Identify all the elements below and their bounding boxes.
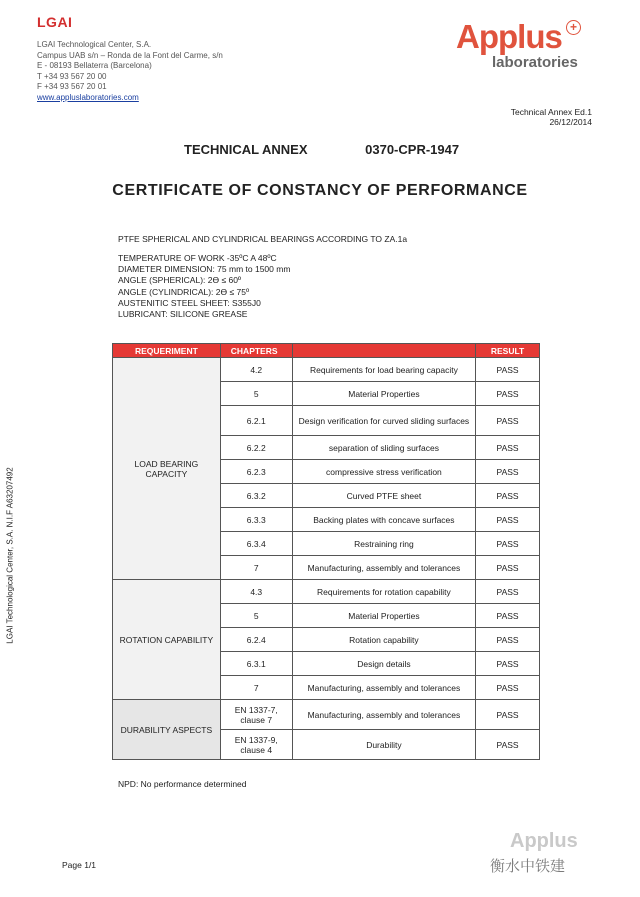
header-description — [292, 344, 475, 358]
page-number: Page 1/1 — [62, 860, 97, 870]
description-cell: Restraining ring — [292, 532, 475, 556]
description-cell: Manufacturing, assembly and tolerances — [292, 556, 475, 580]
chapter-cell: 6.2.4 — [220, 628, 292, 652]
description-cell: compressive stress verification — [292, 460, 475, 484]
chapter-cell: 6.2.1 — [220, 406, 292, 436]
annex-reference — [511, 107, 592, 127]
table-row — [113, 358, 540, 382]
address-line: T +34 93 567 20 00 — [37, 71, 107, 81]
org-name: LGAI — [37, 14, 73, 30]
description-cell: Material Properties — [292, 382, 475, 406]
chapter-cell: EN 1337-9, clause 4 — [220, 730, 292, 760]
requirement-group-cell: ROTATION CAPABILITY — [113, 580, 221, 700]
table-row — [113, 580, 540, 604]
chapter-cell: 5 — [220, 604, 292, 628]
applus-logo — [452, 18, 602, 78]
address-block — [37, 40, 223, 104]
result-cell: PASS — [476, 406, 540, 436]
technical-annex-title: TECHNICAL ANNEX — [184, 142, 308, 157]
result-cell: PASS — [476, 358, 540, 382]
result-cell: PASS — [476, 700, 540, 730]
result-cell: PASS — [476, 580, 540, 604]
result-cell: PASS — [476, 382, 540, 406]
spec-list — [118, 253, 290, 320]
annex-date: 26/12/2014 — [549, 117, 592, 127]
result-cell: PASS — [476, 484, 540, 508]
description-cell: Curved PTFE sheet — [292, 484, 475, 508]
cpr-number: 0370-CPR-1947 — [365, 142, 460, 157]
website-link[interactable]: www.appluslaboratories.com — [37, 92, 139, 102]
chapter-cell: 6.3.1 — [220, 652, 292, 676]
requirement-group-cell: DURABILITY ASPECTS — [113, 700, 221, 760]
description-cell: Durability — [292, 730, 475, 760]
result-cell: PASS — [476, 730, 540, 760]
annex-edition: Technical Annex Ed.1 — [510, 107, 592, 117]
chapter-cell: 7 — [220, 676, 292, 700]
side-registration-text: LGAI Technological Center, S.A. N.I.F A63207492 — [5, 467, 15, 644]
title-row — [184, 142, 459, 157]
header-requirement: REQUERIMENT — [113, 344, 221, 358]
description-cell: Rotation capability — [292, 628, 475, 652]
npd-note: NPD: No performance determined — [118, 779, 247, 789]
description-cell: separation of sliding surfaces — [292, 436, 475, 460]
result-cell: PASS — [476, 508, 540, 532]
description-cell: Requirements for load bearing capacity — [292, 358, 475, 382]
description-cell: Manufacturing, assembly and tolerances — [292, 676, 475, 700]
result-cell: PASS — [476, 628, 540, 652]
description-cell: Design verification for curved sliding surfaces — [292, 406, 475, 436]
chapter-cell: 5 — [220, 382, 292, 406]
result-cell: PASS — [476, 556, 540, 580]
table-row — [113, 700, 540, 730]
results-table — [112, 343, 540, 760]
chapter-cell: 6.2.2 — [220, 436, 292, 460]
requirement-group-cell: LOAD BEARING CAPACITY — [113, 358, 221, 580]
spec-item: AUSTENITIC STEEL SHEET: S355J0 — [118, 297, 261, 308]
description-cell: Design details — [292, 652, 475, 676]
description-cell: Backing plates with concave surfaces — [292, 508, 475, 532]
spec-item: DIAMETER DIMENSION: 75 mm to 1500 mm — [118, 264, 291, 275]
chapter-cell: 6.3.3 — [220, 508, 292, 532]
spec-item: ANGLE (CYLINDRICAL): 2ϴ ≤ 75º — [118, 286, 250, 297]
certificate-title: CERTIFICATE OF CONSTANCY OF PERFORMANCE — [112, 182, 528, 199]
result-cell: PASS — [476, 436, 540, 460]
header-chapters: CHAPTERS — [220, 344, 292, 358]
result-cell: PASS — [476, 652, 540, 676]
description-cell: Manufacturing, assembly and tolerances — [292, 700, 475, 730]
logo-brand: Applus — [456, 18, 562, 55]
result-cell: PASS — [476, 460, 540, 484]
result-cell: PASS — [476, 604, 540, 628]
result-cell: PASS — [476, 676, 540, 700]
spec-item: LUBRICANT: SILICONE GREASE — [118, 309, 248, 320]
chapter-cell: 7 — [220, 556, 292, 580]
watermark-text: 衡水中铁建 — [490, 858, 566, 875]
spec-item: TEMPERATURE OF WORK -35ºC A 48ºC — [118, 253, 277, 263]
description-cell: Material Properties — [292, 604, 475, 628]
chapter-cell: 6.2.3 — [220, 460, 292, 484]
watermark-brand: Applus — [510, 830, 578, 852]
table-body — [113, 358, 540, 760]
chapter-cell: 4.3 — [220, 580, 292, 604]
table-header-row — [113, 344, 540, 358]
address-line: Campus UAB s/n – Ronda de la Font del Carme, s/n — [37, 50, 223, 60]
logo-subtitle: laboratories — [492, 54, 578, 71]
chapter-cell: EN 1337-7, clause 7 — [220, 700, 292, 730]
description-cell: Requirements for rotation capability — [292, 580, 475, 604]
logo-plus-icon: + — [566, 20, 581, 35]
chapter-cell: 6.3.2 — [220, 484, 292, 508]
address-line: E - 08193 Bellaterra (Barcelona) — [37, 61, 152, 71]
result-cell: PASS — [476, 532, 540, 556]
address-line: F +34 93 567 20 01 — [37, 82, 107, 92]
spec-item: ANGLE (SPHERICAL): 2ϴ ≤ 60º — [118, 275, 242, 286]
scope-line: PTFE SPHERICAL AND CYLINDRICAL BEARINGS ACCORDING TO ZA.1a — [118, 234, 408, 244]
header-result: RESULT — [476, 344, 540, 358]
chapter-cell: 4.2 — [220, 358, 292, 382]
address-line: LGAI Technological Center, S.A. — [37, 40, 152, 49]
chapter-cell: 6.3.4 — [220, 532, 292, 556]
